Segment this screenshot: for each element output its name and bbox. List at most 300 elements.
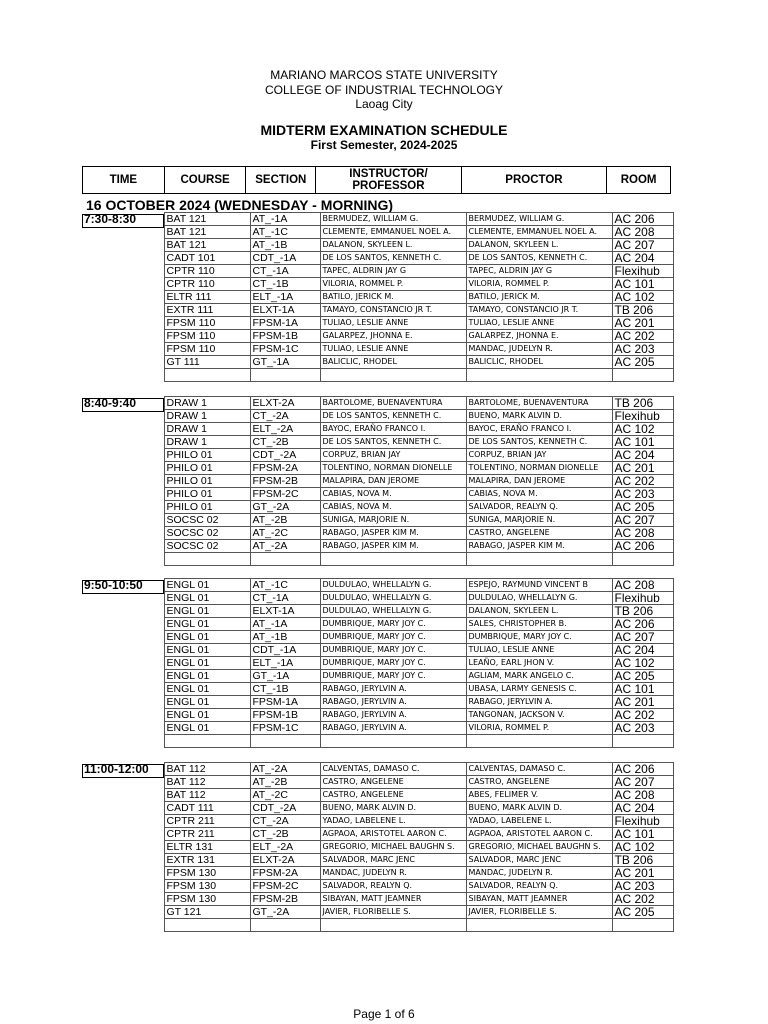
instructor-cell: RABAGO, JERYLVIN A. [320, 722, 466, 735]
course-cell: ENGL 01 [164, 709, 250, 722]
proctor-cell: MALAPIRA, DAN JEROME [466, 475, 612, 488]
section-cell: CT_-2A [250, 410, 320, 423]
time-cell-empty [82, 540, 164, 553]
table-row [82, 631, 673, 644]
course-cell: ENGL 01 [164, 618, 250, 631]
proctor-cell: BERMUDEZ, WILLIAM G. [466, 213, 612, 226]
room-cell: AC 206 [612, 213, 673, 226]
section-cell: FPSM-1B [250, 709, 320, 722]
room-cell: AC 201 [612, 462, 673, 475]
proctor-cell: DALANON, SKYLEEN L. [466, 239, 612, 252]
room-cell: AC 204 [612, 644, 673, 657]
table-row [82, 278, 673, 291]
day-title: 16 OCTOBER 2024 (WEDNESDAY - MORNING) [86, 197, 394, 213]
time-cell-empty [82, 449, 164, 462]
blank-cell [164, 735, 250, 748]
time-cell-empty [82, 815, 164, 828]
blank-row [82, 919, 673, 932]
proctor-cell: SALVADOR, REALYN Q. [466, 880, 612, 893]
room-cell: AC 203 [612, 343, 673, 356]
instructor-cell: SIBAYAN, MATT JEAMNER [320, 893, 466, 906]
schedule-table [82, 762, 674, 932]
instructor-cell: BUENO, MARK ALVIN D. [320, 802, 466, 815]
course-cell: ENGL 01 [164, 592, 250, 605]
instructor-cell: DUMBRIQUE, MARY JOY C. [320, 657, 466, 670]
time-cell-empty [82, 462, 164, 475]
table-row [82, 527, 673, 540]
course-cell: FPSM 110 [164, 330, 250, 343]
proctor-cell: AGPAOA, ARISTOTEL AARON C. [466, 828, 612, 841]
proctor-cell: ESPEJO, RAYMUND VINCENT B [466, 579, 612, 592]
course-cell: FPSM 110 [164, 317, 250, 330]
column-header-course: COURSE [165, 167, 247, 193]
instructor-cell: BATILO, JERICK M. [320, 291, 466, 304]
table-row [82, 226, 673, 239]
proctor-cell: CALVENTAS, DAMASO C. [466, 763, 612, 776]
instructor-cell: CASTRO, ANGELENE [320, 789, 466, 802]
proctor-cell: TULIAO, LESLIE ANNE [466, 644, 612, 657]
blank-cell [320, 369, 466, 382]
room-cell: AC 205 [612, 356, 673, 369]
instructor-cell: CALVENTAS, DAMASO C. [320, 763, 466, 776]
time-cell-empty [82, 722, 164, 735]
table-row [82, 265, 673, 278]
schedule-table [82, 396, 674, 566]
blank-row [82, 369, 673, 382]
table-row [82, 462, 673, 475]
blank-cell [466, 919, 612, 932]
time-cell-empty [82, 527, 164, 540]
room-cell: AC 206 [612, 763, 673, 776]
proctor-cell: MANDAC, JUDELYN R. [466, 867, 612, 880]
blank-cell [250, 919, 320, 932]
college-name: COLLEGE OF INDUSTRIAL TECHNOLOGY [264, 83, 504, 97]
room-cell: AC 202 [612, 893, 673, 906]
section-cell: CT_-1A [250, 265, 320, 278]
time-slot: 7:30-8:30 [82, 213, 164, 226]
room-cell: AC 101 [612, 683, 673, 696]
blank-cell [250, 735, 320, 748]
page-number: Page 1 of 6 [353, 1007, 415, 1021]
time-cell-empty [82, 867, 164, 880]
room-cell: AC 101 [612, 828, 673, 841]
room-cell: AC 204 [612, 252, 673, 265]
instructor-cell: BAYOC, ERAÑO FRANCO I. [320, 423, 466, 436]
room-cell: AC 205 [612, 501, 673, 514]
course-cell: FPSM 130 [164, 880, 250, 893]
section-cell: CT_-2B [250, 436, 320, 449]
instructor-cell: SALVADOR, MARC JENC [320, 854, 466, 867]
room-cell: AC 208 [612, 226, 673, 239]
proctor-cell: SIBAYAN, MATT JEAMNER [466, 893, 612, 906]
section-cell: AT_-1A [250, 213, 320, 226]
instructor-cell: RABAGO, JERYLVIN A. [320, 696, 466, 709]
table-row [82, 880, 673, 893]
course-cell: BAT 112 [164, 763, 250, 776]
room-cell: AC 201 [612, 867, 673, 880]
time-cell-empty [82, 789, 164, 802]
section-cell: AT_-2A [250, 540, 320, 553]
table-row [82, 867, 673, 880]
course-cell: CADT 111 [164, 802, 250, 815]
proctor-cell: TOLENTINO, NORMAN DIONELLE [466, 462, 612, 475]
table-row [82, 501, 673, 514]
time-slot: 11:00-12:00 [82, 763, 164, 776]
table-row [82, 683, 673, 696]
table-row [82, 644, 673, 657]
instructor-cell: SUNIGA, MARJORIE N. [320, 514, 466, 527]
blank-cell [164, 369, 250, 382]
table-row [82, 776, 673, 789]
course-cell: PHILO 01 [164, 449, 250, 462]
proctor-cell: DE LOS SANTOS, KENNETH C. [466, 436, 612, 449]
instructor-cell: CORPUZ, BRIAN JAY [320, 449, 466, 462]
proctor-cell: VILORIA, ROMMEL P. [466, 722, 612, 735]
section-cell: AT_-2B [250, 776, 320, 789]
section-cell: CT_-2B [250, 828, 320, 841]
section-cell: ELT_-1A [250, 291, 320, 304]
section-cell: ELXT-2A [250, 854, 320, 867]
blank-cell [250, 553, 320, 566]
section-cell: ELT_-2A [250, 841, 320, 854]
blank-cell [612, 919, 673, 932]
proctor-cell: VILORIA, ROMMEL P. [466, 278, 612, 291]
blank-cell [82, 369, 164, 382]
table-row [82, 330, 673, 343]
blank-cell [320, 919, 466, 932]
time-cell-empty [82, 696, 164, 709]
time-cell-empty [82, 841, 164, 854]
instructor-cell: VILORIA, ROMMEL P. [320, 278, 466, 291]
instructor-cell: SALVADOR, REALYN Q. [320, 880, 466, 893]
proctor-cell: LEAÑO, EARL JHON V. [466, 657, 612, 670]
column-header-section: SECTION [246, 167, 316, 193]
table-row [82, 436, 673, 449]
proctor-cell: RABAGO, JASPER KIM M. [466, 540, 612, 553]
room-cell: Flexihub [612, 592, 673, 605]
instructor-cell: DE LOS SANTOS, KENNETH C. [320, 252, 466, 265]
section-cell: FPSM-2B [250, 893, 320, 906]
room-cell: AC 102 [612, 657, 673, 670]
instructor-cell: TULIAO, LESLIE ANNE [320, 343, 466, 356]
section-cell: FPSM-1C [250, 722, 320, 735]
column-header-time: TIME [83, 167, 165, 193]
blank-row [82, 553, 673, 566]
table-row [82, 592, 673, 605]
time-cell-empty [82, 605, 164, 618]
time-cell-empty [82, 657, 164, 670]
section-cell: FPSM-2C [250, 488, 320, 501]
table-row [82, 514, 673, 527]
proctor-cell: DUMBRIQUE, MARY JOY C. [466, 631, 612, 644]
time-cell-empty [82, 618, 164, 631]
schedule-table [82, 578, 674, 748]
instructor-cell: BARTOLOME, BUENAVENTURA [320, 397, 466, 410]
room-cell: AC 206 [612, 540, 673, 553]
proctor-cell: TULIAO, LESLIE ANNE [466, 317, 612, 330]
blank-cell [466, 553, 612, 566]
section-cell: GT_-2A [250, 501, 320, 514]
time-cell-empty [82, 252, 164, 265]
instructor-cell: RABAGO, JERYLVIN A. [320, 709, 466, 722]
time-cell-empty [82, 239, 164, 252]
table-row [82, 815, 673, 828]
instructor-cell: DE LOS SANTOS, KENNETH C. [320, 410, 466, 423]
proctor-cell: GREGORIO, MICHAEL BAUGHN S. [466, 841, 612, 854]
time-cell-empty [82, 880, 164, 893]
section-cell: FPSM-1B [250, 330, 320, 343]
proctor-cell: TAMAYO, CONSTANCIO JR T. [466, 304, 612, 317]
table-row [82, 397, 673, 410]
instructor-cell: CLEMENTE, EMMANUEL NOEL A. [320, 226, 466, 239]
room-cell: AC 204 [612, 802, 673, 815]
course-cell: DRAW 1 [164, 397, 250, 410]
course-cell: ENGL 01 [164, 579, 250, 592]
proctor-cell: RABAGO, JERYLVIN A. [466, 696, 612, 709]
proctor-cell: DE LOS SANTOS, KENNETH C. [466, 252, 612, 265]
section-cell: CT_-1A [250, 592, 320, 605]
instructor-cell: DE LOS SANTOS, KENNETH C. [320, 436, 466, 449]
room-cell: AC 102 [612, 291, 673, 304]
table-row [82, 239, 673, 252]
instructor-cell: GALARPEZ, JHONNA E. [320, 330, 466, 343]
room-cell: AC 205 [612, 670, 673, 683]
room-cell: AC 102 [612, 841, 673, 854]
section-cell: AT_-2B [250, 514, 320, 527]
table-row [82, 618, 673, 631]
course-cell: PHILO 01 [164, 488, 250, 501]
table-row [82, 410, 673, 423]
time-cell-empty [82, 278, 164, 291]
course-cell: FPSM 110 [164, 343, 250, 356]
instructor-cell: YADAO, LABELENE L. [320, 815, 466, 828]
instructor-cell: MALAPIRA, DAN JEROME [320, 475, 466, 488]
section-cell: AT_-2A [250, 763, 320, 776]
proctor-cell: AGLIAM, MARK ANGELO C. [466, 670, 612, 683]
blank-cell [466, 369, 612, 382]
proctor-cell: BAYOC, ERAÑO FRANCO I. [466, 423, 612, 436]
proctor-cell: CABIAS, NOVA M. [466, 488, 612, 501]
table-row [82, 252, 673, 265]
course-cell: GT 111 [164, 356, 250, 369]
instructor-cell: DULDULAO, WHELLALYN G. [320, 579, 466, 592]
section-cell: CT_-1B [250, 683, 320, 696]
course-cell: CPTR 211 [164, 815, 250, 828]
course-cell: PHILO 01 [164, 501, 250, 514]
instructor-cell: DUMBRIQUE, MARY JOY C. [320, 631, 466, 644]
course-cell: BAT 112 [164, 776, 250, 789]
proctor-cell: BUENO, MARK ALVIN D. [466, 410, 612, 423]
table-row [82, 356, 673, 369]
section-cell: AT_-2C [250, 789, 320, 802]
room-cell: AC 206 [612, 618, 673, 631]
proctor-cell: SALES, CHRISTOPHER B. [466, 618, 612, 631]
course-cell: ELTR 111 [164, 291, 250, 304]
course-cell: ELTR 131 [164, 841, 250, 854]
section-cell: AT_-1C [250, 226, 320, 239]
instructor-cell: GREGORIO, MICHAEL BAUGHN S. [320, 841, 466, 854]
proctor-cell: TAPEC, ALDRIN JAY G [466, 265, 612, 278]
course-cell: BAT 121 [164, 239, 250, 252]
course-cell: CADT 101 [164, 252, 250, 265]
instructor-cell: DULDULAO, WHELLALYN G. [320, 605, 466, 618]
section-cell: FPSM-2B [250, 475, 320, 488]
section-cell: FPSM-1C [250, 343, 320, 356]
section-cell: FPSM-2A [250, 462, 320, 475]
blank-cell [82, 735, 164, 748]
proctor-cell: BUENO, MARK ALVIN D. [466, 802, 612, 815]
instructor-cell: DALANON, SKYLEEN L. [320, 239, 466, 252]
course-cell: ENGL 01 [164, 722, 250, 735]
table-row [82, 696, 673, 709]
instructor-cell: DUMBRIQUE, MARY JOY C. [320, 670, 466, 683]
course-cell: BAT 112 [164, 789, 250, 802]
section-cell: ELT_-2A [250, 423, 320, 436]
blank-cell [612, 735, 673, 748]
room-cell: AC 202 [612, 475, 673, 488]
blank-cell [82, 553, 164, 566]
proctor-cell: SUNIGA, MARJORIE N. [466, 514, 612, 527]
instructor-cell: TULIAO, LESLIE ANNE [320, 317, 466, 330]
blank-cell [82, 919, 164, 932]
time-cell-empty [82, 514, 164, 527]
room-cell: AC 201 [612, 696, 673, 709]
course-cell: ENGL 01 [164, 631, 250, 644]
table-row [82, 213, 673, 226]
section-cell: AT_-1C [250, 579, 320, 592]
time-cell-empty [82, 330, 164, 343]
table-row [82, 841, 673, 854]
table-row [82, 475, 673, 488]
proctor-cell: CLEMENTE, EMMANUEL NOEL A. [466, 226, 612, 239]
city-name: Laoag City [355, 97, 413, 111]
time-cell-empty [82, 304, 164, 317]
time-cell-empty [82, 592, 164, 605]
table-row [82, 854, 673, 867]
time-cell-empty [82, 475, 164, 488]
course-cell: SOCSC 02 [164, 540, 250, 553]
section-cell: AT_-2C [250, 527, 320, 540]
time-cell-empty [82, 436, 164, 449]
proctor-cell: GALARPEZ, JHONNA E. [466, 330, 612, 343]
course-cell: DRAW 1 [164, 410, 250, 423]
blank-cell [466, 735, 612, 748]
section-cell: CDT_-1A [250, 252, 320, 265]
room-cell: AC 202 [612, 330, 673, 343]
instructor-cell: CABIAS, NOVA M. [320, 488, 466, 501]
course-cell: EXTR 111 [164, 304, 250, 317]
proctor-cell: BALICLIC, RHODEL [466, 356, 612, 369]
instructor-cell: TAPEC, ALDRIN JAY G [320, 265, 466, 278]
course-cell: ENGL 01 [164, 644, 250, 657]
time-cell-empty [82, 265, 164, 278]
section-cell: GT_-1A [250, 670, 320, 683]
column-header-proctor: PROCTOR [462, 167, 608, 193]
course-cell: ENGL 01 [164, 670, 250, 683]
instructor-cell: DULDULAO, WHELLALYN G. [320, 592, 466, 605]
room-cell: AC 201 [612, 317, 673, 330]
time-cell-empty [82, 343, 164, 356]
table-row [82, 605, 673, 618]
table-row [82, 423, 673, 436]
table-row [82, 906, 673, 919]
room-cell: Flexihub [612, 265, 673, 278]
table-row [82, 657, 673, 670]
time-cell-empty [82, 317, 164, 330]
table-row [82, 670, 673, 683]
proctor-cell: CORPUZ, BRIAN JAY [466, 449, 612, 462]
table-row [82, 763, 673, 776]
time-cell-empty [82, 893, 164, 906]
instructor-cell: RABAGO, JERYLVIN A. [320, 683, 466, 696]
blank-cell [164, 919, 250, 932]
table-row [82, 579, 673, 592]
column-header-room: ROOM [620, 174, 657, 186]
course-cell: SOCSC 02 [164, 527, 250, 540]
room-cell: AC 205 [612, 906, 673, 919]
time-cell-empty [82, 802, 164, 815]
room-cell: AC 102 [612, 423, 673, 436]
blank-cell [612, 369, 673, 382]
instructor-cell: CASTRO, ANGELENE [320, 776, 466, 789]
time-cell-empty [82, 670, 164, 683]
table-row [82, 317, 673, 330]
section-cell: CT_-2A [250, 815, 320, 828]
section-cell: CDT_-1A [250, 644, 320, 657]
time-slot: 8:40-9:40 [82, 397, 164, 410]
time-cell-empty [82, 631, 164, 644]
document-title: MIDTERM EXAMINATION SCHEDULE [260, 122, 508, 138]
time-cell-empty [82, 423, 164, 436]
time-cell-empty [82, 683, 164, 696]
room-cell: Flexihub [612, 410, 673, 423]
proctor-cell: BATILO, JERICK M. [466, 291, 612, 304]
course-cell: GT 121 [164, 906, 250, 919]
room-cell: AC 203 [612, 880, 673, 893]
time-cell-empty [82, 501, 164, 514]
schedule-table [82, 212, 674, 382]
proctor-cell: MANDAC, JUDELYN R. [466, 343, 612, 356]
table-row [82, 893, 673, 906]
course-cell: BAT 121 [164, 226, 250, 239]
time-cell-empty [82, 410, 164, 423]
instructor-cell: BALICLIC, RHODEL [320, 356, 466, 369]
room-cell: AC 204 [612, 449, 673, 462]
course-cell: ENGL 01 [164, 683, 250, 696]
instructor-cell: MANDAC, JUDELYN R. [320, 867, 466, 880]
proctor-cell: SALVADOR, REALYN Q. [466, 501, 612, 514]
section-cell: ELT_-1A [250, 657, 320, 670]
blank-cell [164, 553, 250, 566]
room-cell: Flexihub [612, 815, 673, 828]
course-cell: ENGL 01 [164, 696, 250, 709]
proctor-cell: CASTRO, ANGELENE [466, 776, 612, 789]
instructor-cell: BERMUDEZ, WILLIAM G. [320, 213, 466, 226]
room-cell: AC 202 [612, 709, 673, 722]
section-cell: FPSM-1A [250, 317, 320, 330]
proctor-cell: CASTRO, ANGELENE [466, 527, 612, 540]
course-cell: CPTR 110 [164, 265, 250, 278]
room-cell: AC 101 [612, 278, 673, 291]
section-cell: CDT_-2A [250, 802, 320, 815]
course-cell: PHILO 01 [164, 462, 250, 475]
proctor-cell: UBASA, LARMY GENESIS C. [466, 683, 612, 696]
instructor-cell: TOLENTINO, NORMAN DIONELLE [320, 462, 466, 475]
room-cell: TB 206 [612, 605, 673, 618]
course-cell: ENGL 01 [164, 657, 250, 670]
column-header-row [82, 166, 671, 194]
proctor-cell: DULDULAO, WHELLALYN G. [466, 592, 612, 605]
